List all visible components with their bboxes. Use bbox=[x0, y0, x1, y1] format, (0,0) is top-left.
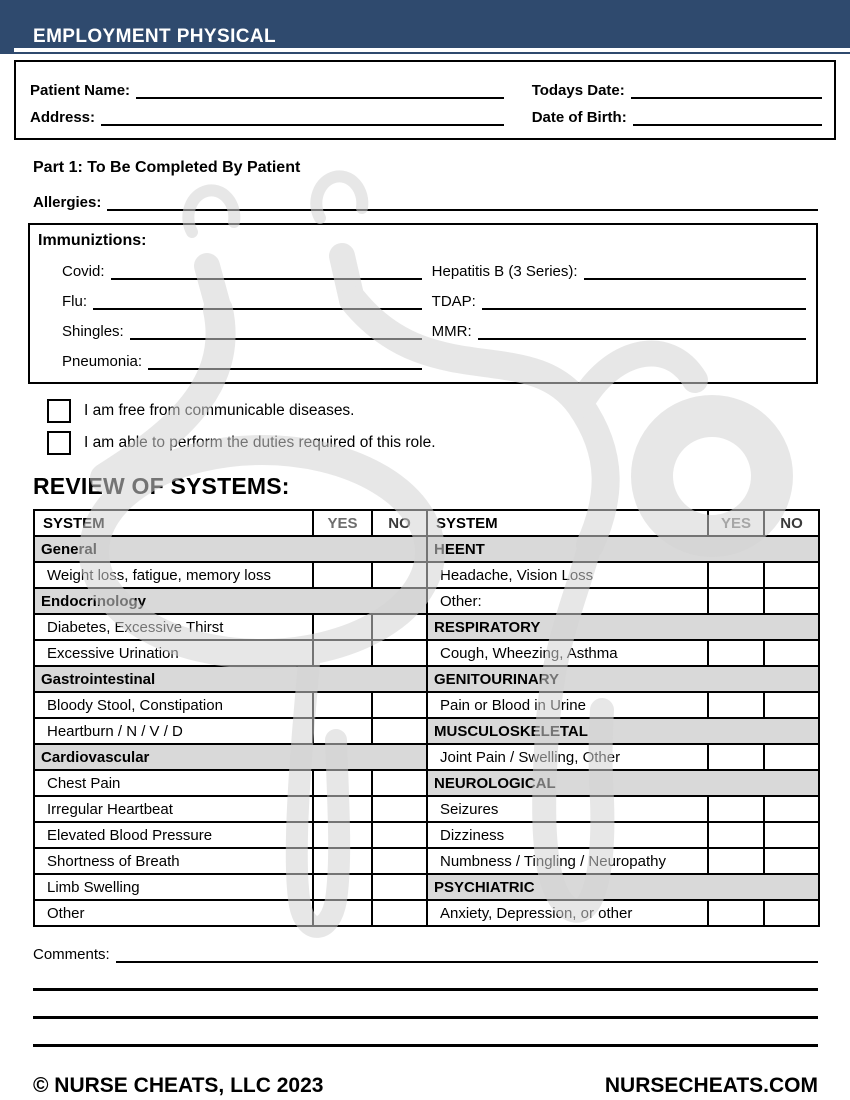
table-row bbox=[34, 718, 819, 744]
no-checkbox-cell[interactable] bbox=[372, 770, 427, 796]
address-field[interactable] bbox=[101, 107, 504, 126]
yes-checkbox-cell[interactable] bbox=[708, 744, 764, 770]
shingles-label: Shingles: bbox=[62, 323, 124, 340]
no-checkbox-cell[interactable] bbox=[764, 562, 819, 588]
date-of-birth-row bbox=[532, 102, 822, 126]
yes-checkbox-cell[interactable] bbox=[313, 874, 372, 900]
category-cell: General bbox=[34, 536, 427, 562]
role-duties-checkbox[interactable] bbox=[47, 431, 71, 455]
yes-checkbox-cell[interactable] bbox=[313, 614, 372, 640]
title-underline bbox=[14, 48, 850, 52]
mmr-field[interactable] bbox=[478, 321, 806, 340]
immunizations-grid bbox=[38, 250, 806, 370]
symptom-cell: Heartburn / N / V / D bbox=[34, 718, 313, 744]
symptom-cell: Other bbox=[34, 900, 313, 926]
todays-date-row bbox=[532, 75, 822, 99]
yes-checkbox-cell[interactable] bbox=[708, 692, 764, 718]
yes-checkbox-cell[interactable] bbox=[708, 900, 764, 926]
category-cell: MUSCULOSKELETAL bbox=[427, 718, 819, 744]
no-checkbox-cell[interactable] bbox=[764, 640, 819, 666]
table-row bbox=[34, 822, 819, 848]
yes-checkbox-cell[interactable] bbox=[313, 718, 372, 744]
flu-field[interactable] bbox=[93, 291, 422, 310]
comments-line[interactable] bbox=[33, 1016, 818, 1019]
no-checkbox-cell[interactable] bbox=[372, 822, 427, 848]
page-title: EMPLOYMENT PHYSICAL bbox=[33, 26, 277, 47]
comments-label: Comments: bbox=[33, 946, 110, 963]
no-checkbox-cell[interactable] bbox=[372, 692, 427, 718]
yes-checkbox-cell[interactable] bbox=[313, 848, 372, 874]
yes-checkbox-cell[interactable] bbox=[313, 562, 372, 588]
no-checkbox-cell[interactable] bbox=[764, 900, 819, 926]
pneumonia-field[interactable] bbox=[148, 351, 422, 370]
copyright-text: © NURSE CHEATS, LLC 2023 bbox=[33, 1074, 324, 1097]
immunizations-right-column bbox=[422, 250, 806, 370]
yes-checkbox-cell[interactable] bbox=[708, 822, 764, 848]
table-row bbox=[34, 874, 819, 900]
table-row bbox=[34, 614, 819, 640]
hepatitis-b-label: Hepatitis B (3 Series): bbox=[431, 263, 578, 280]
symptom-cell: Limb Swelling bbox=[34, 874, 313, 900]
yes-checkbox-cell[interactable] bbox=[708, 848, 764, 874]
no-checkbox-cell[interactable] bbox=[764, 822, 819, 848]
yes-header-left: YES bbox=[313, 510, 372, 536]
symptom-cell: Elevated Blood Pressure bbox=[34, 822, 313, 848]
no-checkbox-cell[interactable] bbox=[372, 614, 427, 640]
category-cell: GENITOURINARY bbox=[427, 666, 819, 692]
symptom-cell: Cough, Wheezing, Asthma bbox=[427, 640, 708, 666]
table-row bbox=[34, 536, 819, 562]
tdap-label: TDAP: bbox=[431, 293, 476, 310]
table-row bbox=[34, 744, 819, 770]
review-of-systems-heading: REVIEW OF SYSTEMS: bbox=[33, 473, 290, 499]
patient-info-right bbox=[532, 72, 822, 126]
flu-label: Flu: bbox=[62, 293, 88, 310]
symptom-cell: Excessive Urination bbox=[34, 640, 313, 666]
header-bar bbox=[0, 0, 850, 54]
no-checkbox-cell[interactable] bbox=[372, 900, 427, 926]
yes-header-right: YES bbox=[708, 510, 764, 536]
table-row bbox=[34, 692, 819, 718]
communicable-diseases-checkbox[interactable] bbox=[47, 399, 71, 423]
symptom-cell: Chest Pain bbox=[34, 770, 313, 796]
symptom-cell: Irregular Heartbeat bbox=[34, 796, 313, 822]
hepatitis-b-field[interactable] bbox=[584, 261, 806, 280]
role-duties-label: I am able to perform the duties required of this role. bbox=[84, 433, 436, 451]
yes-checkbox-cell[interactable] bbox=[708, 796, 764, 822]
category-cell: NEUROLOGICAL bbox=[427, 770, 819, 796]
no-checkbox-cell[interactable] bbox=[372, 562, 427, 588]
symptom-cell: Pain or Blood in Urine bbox=[427, 692, 708, 718]
yes-checkbox-cell[interactable] bbox=[708, 640, 764, 666]
no-checkbox-cell[interactable] bbox=[764, 744, 819, 770]
table-row bbox=[34, 900, 819, 926]
symptom-cell: Diabetes, Excessive Thirst bbox=[34, 614, 313, 640]
allergies-row bbox=[33, 192, 818, 211]
symptom-cell: Shortness of Breath bbox=[34, 848, 313, 874]
address-row bbox=[30, 102, 504, 126]
no-header-right: NO bbox=[764, 510, 819, 536]
table-row bbox=[34, 588, 819, 614]
hepatitis-b-row bbox=[432, 258, 806, 280]
table-row bbox=[34, 796, 819, 822]
yes-checkbox-cell[interactable] bbox=[313, 770, 372, 796]
shingles-row bbox=[62, 318, 422, 340]
yes-checkbox-cell[interactable] bbox=[708, 562, 764, 588]
symptom-cell: Bloody Stool, Constipation bbox=[34, 692, 313, 718]
no-checkbox-cell[interactable] bbox=[372, 718, 427, 744]
allergies-label: Allergies: bbox=[33, 194, 102, 211]
category-cell: RESPIRATORY bbox=[427, 614, 819, 640]
comments-line[interactable] bbox=[33, 1044, 818, 1047]
yes-checkbox-cell[interactable] bbox=[313, 900, 372, 926]
system-header-right: SYSTEM bbox=[427, 510, 708, 536]
communicable-diseases-row bbox=[47, 399, 850, 422]
symptom-cell: Joint Pain / Swelling, Other bbox=[427, 744, 708, 770]
yes-checkbox-cell[interactable] bbox=[313, 822, 372, 848]
patient-name-row bbox=[30, 75, 504, 99]
category-cell: Endocrinology bbox=[34, 588, 427, 614]
system-header-left: SYSTEM bbox=[34, 510, 313, 536]
attestations bbox=[47, 399, 850, 454]
no-checkbox-cell[interactable] bbox=[372, 640, 427, 666]
website-text: NURSECHEATS.COM bbox=[604, 1074, 818, 1097]
table-row bbox=[34, 848, 819, 874]
no-checkbox-cell[interactable] bbox=[372, 796, 427, 822]
category-cell: HEENT bbox=[427, 536, 819, 562]
tdap-field[interactable] bbox=[482, 291, 806, 310]
todays-date-field[interactable] bbox=[631, 80, 822, 99]
no-checkbox-cell[interactable] bbox=[372, 848, 427, 874]
role-duties-row bbox=[47, 431, 850, 454]
shingles-field[interactable] bbox=[130, 321, 422, 340]
category-cell: Cardiovascular bbox=[34, 744, 427, 770]
no-checkbox-cell[interactable] bbox=[764, 588, 819, 614]
symptom-cell: Seizures bbox=[427, 796, 708, 822]
yes-checkbox-cell[interactable] bbox=[313, 692, 372, 718]
table-row bbox=[34, 666, 819, 692]
no-header-left: NO bbox=[372, 510, 427, 536]
flu-row bbox=[62, 288, 422, 310]
patient-name-label: Patient Name: bbox=[30, 82, 131, 99]
symptom-cell: Anxiety, Depression, or other bbox=[427, 900, 708, 926]
table-row bbox=[34, 562, 819, 588]
mmr-label: MMR: bbox=[431, 323, 472, 340]
no-checkbox-cell[interactable] bbox=[764, 796, 819, 822]
no-checkbox-cell[interactable] bbox=[764, 848, 819, 874]
date-of-birth-label: Date of Birth: bbox=[531, 109, 627, 126]
allergies-field[interactable] bbox=[107, 192, 818, 211]
symptom-cell: Numbness / Tingling / Neuropathy bbox=[427, 848, 708, 874]
todays-date-label: Todays Date: bbox=[531, 82, 625, 99]
comments-line[interactable] bbox=[33, 988, 818, 991]
part1-heading: Part 1: To Be Completed By Patient bbox=[33, 159, 301, 176]
immunizations-left-column bbox=[38, 250, 422, 370]
comments-row bbox=[33, 944, 818, 963]
category-cell: PSYCHIATRIC bbox=[427, 874, 819, 900]
table-header-row bbox=[34, 510, 819, 536]
comments-field[interactable] bbox=[116, 944, 818, 963]
mmr-row bbox=[432, 318, 806, 340]
address-label: Address: bbox=[30, 109, 96, 126]
table-body bbox=[34, 536, 819, 926]
table-row bbox=[34, 640, 819, 666]
patient-name-field[interactable] bbox=[136, 80, 504, 99]
pneumonia-row bbox=[62, 348, 422, 370]
immunizations-title: Immuniztions: bbox=[38, 232, 147, 249]
symptom-cell: Headache, Vision Loss bbox=[427, 562, 708, 588]
yes-checkbox-cell[interactable] bbox=[313, 640, 372, 666]
date-of-birth-field[interactable] bbox=[633, 107, 822, 126]
yes-checkbox-cell[interactable] bbox=[708, 588, 764, 614]
no-checkbox-cell[interactable] bbox=[764, 692, 819, 718]
symptom-cell: Dizziness bbox=[427, 822, 708, 848]
immunizations-box bbox=[28, 223, 818, 384]
symptom-cell: Weight loss, fatigue, memory loss bbox=[34, 562, 313, 588]
footer bbox=[33, 1074, 818, 1098]
patient-info-left bbox=[30, 72, 532, 126]
symptom-cell: Other: bbox=[427, 588, 708, 614]
yes-checkbox-cell[interactable] bbox=[313, 796, 372, 822]
patient-info-box bbox=[14, 60, 836, 140]
no-checkbox-cell[interactable] bbox=[372, 874, 427, 900]
table-row bbox=[34, 770, 819, 796]
tdap-row bbox=[432, 288, 806, 310]
covid-field[interactable] bbox=[111, 261, 422, 280]
pneumonia-label: Pneumonia: bbox=[62, 353, 143, 370]
category-cell: Gastrointestinal bbox=[34, 666, 427, 692]
review-of-systems-table bbox=[33, 509, 820, 927]
covid-label: Covid: bbox=[62, 263, 105, 280]
communicable-diseases-label: I am free from communicable diseases. bbox=[84, 401, 355, 419]
covid-row bbox=[62, 258, 422, 280]
